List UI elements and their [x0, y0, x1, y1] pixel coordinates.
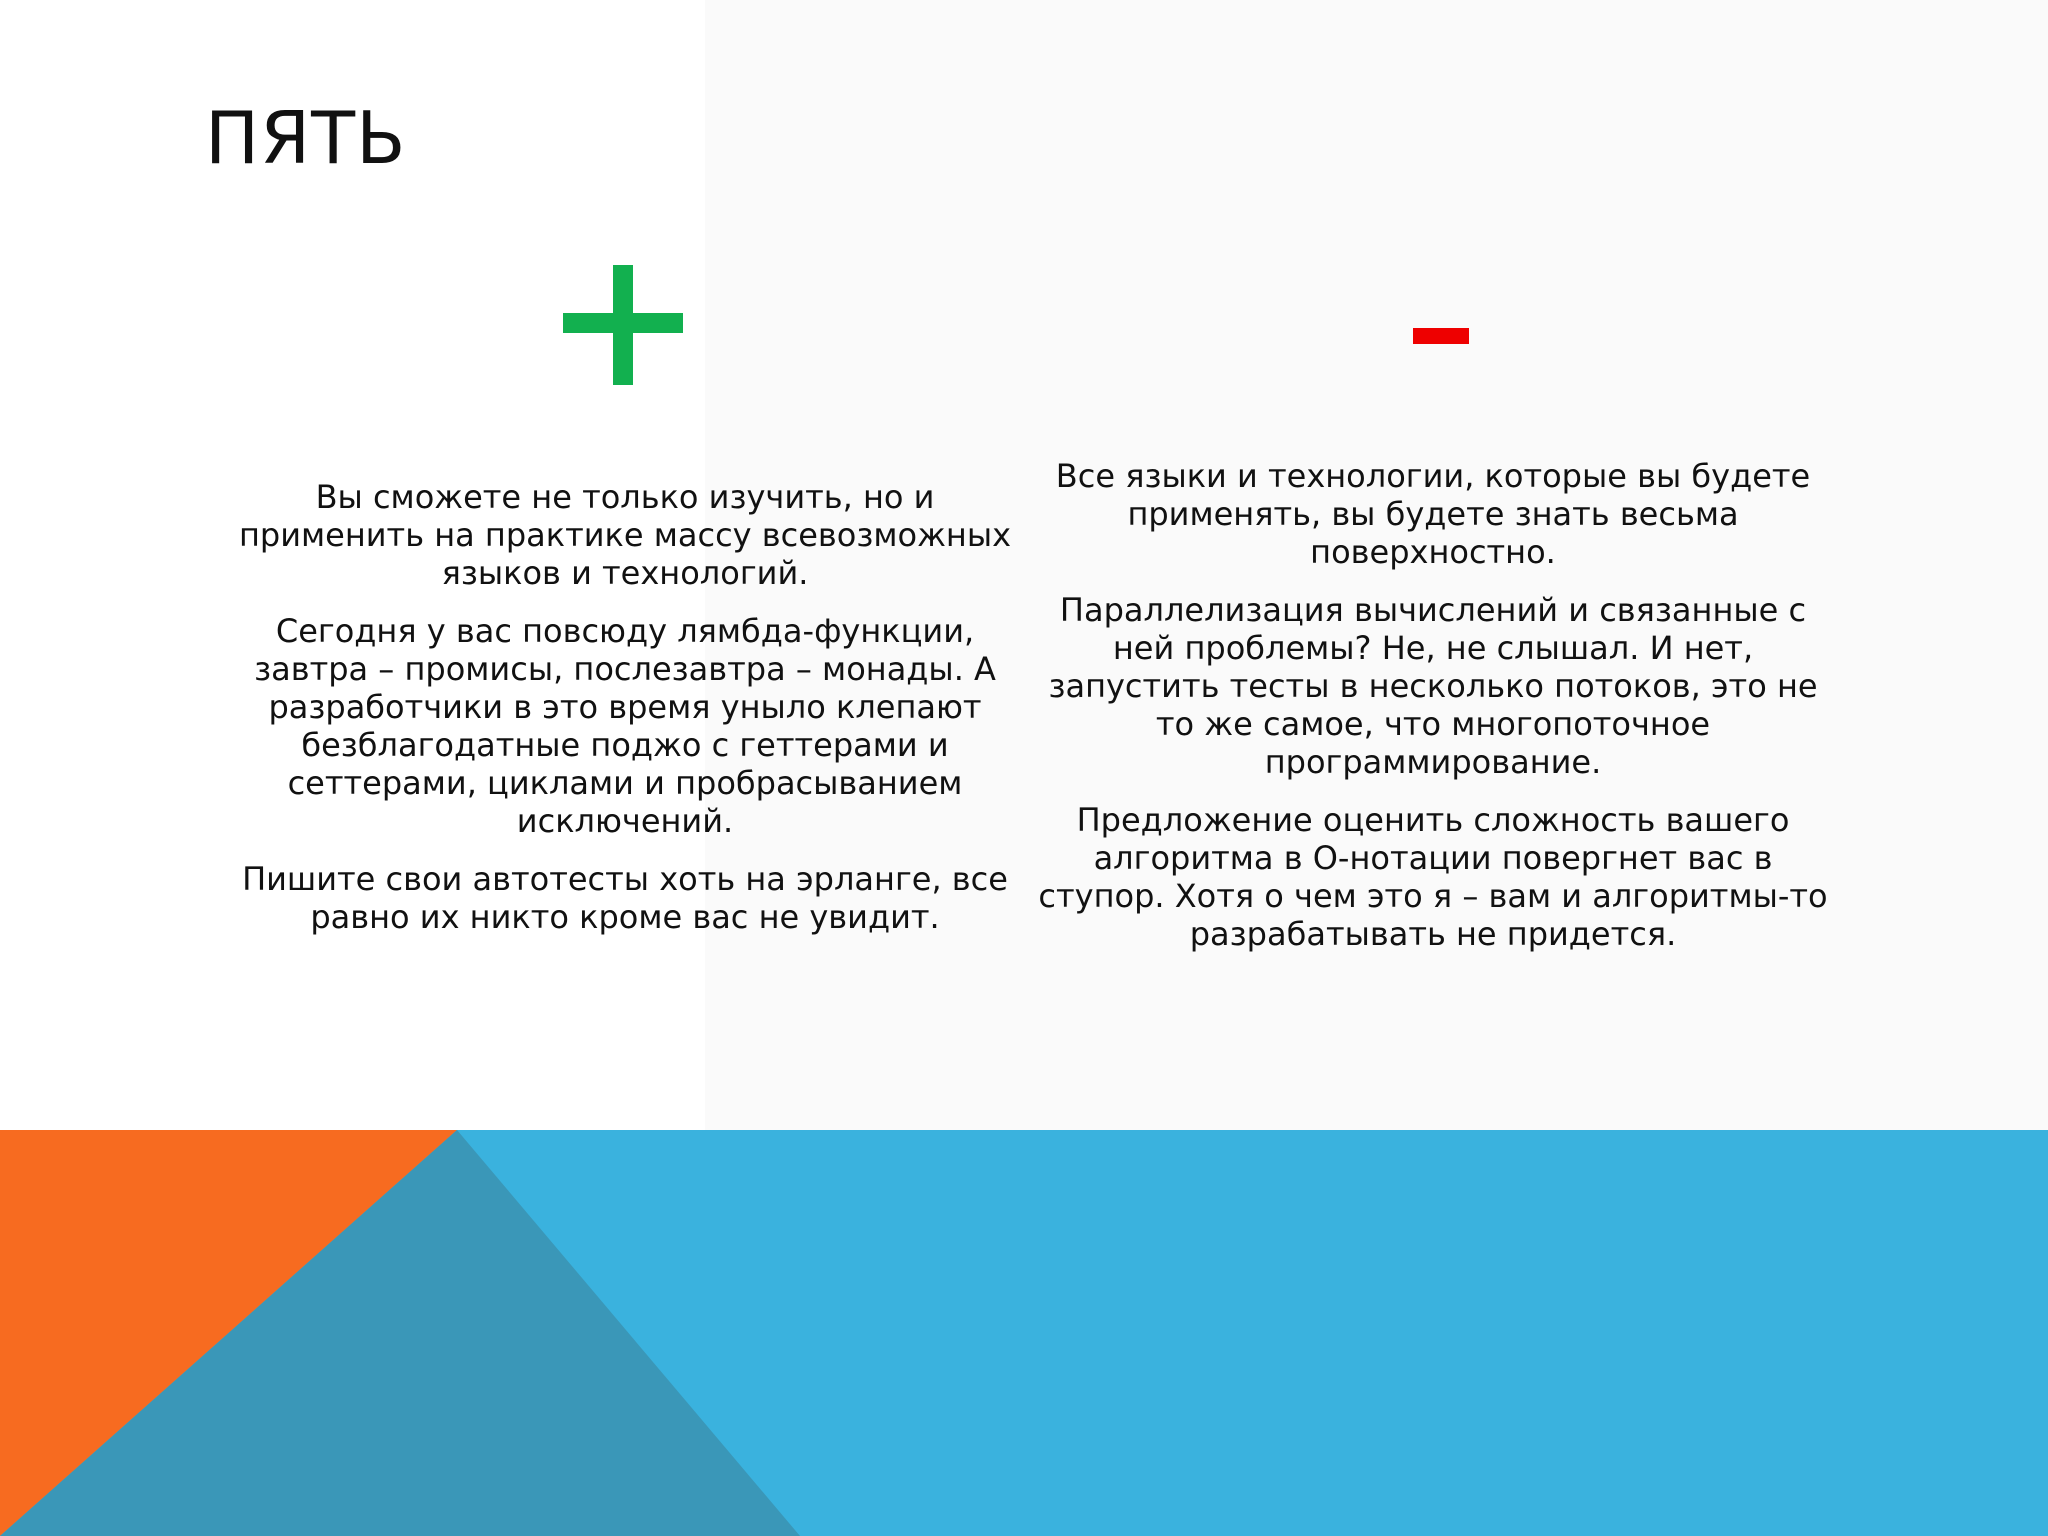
- cons-paragraph: Параллелизация вычислений и связанные с ней проблемы? Не, не слышал. И нет, запустить тесты в несколько потоков, это не то же самое, что многопоточное программирование.: [1048, 591, 1818, 781]
- footer-decoration: [0, 1130, 2048, 1536]
- cons-column: [1033, 457, 1833, 973]
- pros-paragraph: Пишите свои автотесты хоть на эрланге, все равно их никто кроме вас не увидит.: [242, 860, 1008, 936]
- pros-paragraph: Вы сможете не только изучить, но и применить на практике массу всевозможных языков и технологий.: [238, 478, 1012, 592]
- slide-title: ПЯТЬ: [205, 96, 407, 180]
- plus-icon: [563, 265, 683, 385]
- pros-column: [222, 478, 1028, 956]
- cons-paragraph: Предложение оценить сложность вашего алгоритма в О-нотации повергнет вас в ступор. Хотя о чем это я – вам и алгоритмы-то разрабатывать не придется.: [1038, 801, 1828, 953]
- footer-shapes: [0, 1130, 2048, 1536]
- pros-paragraph: Сегодня у вас повсюду лямбда-функции, завтра – промисы, послезавтра – монады. А разработчики в это время уныло клепают безблагодатные поджо с геттерами и сеттерами, циклами и пробрасыванием исключений.: [254, 612, 996, 840]
- minus-icon: [1413, 328, 1469, 344]
- cons-paragraph: Все языки и технологии, которые вы будете применять, вы будете знать весьма поверхностно.: [1055, 457, 1811, 571]
